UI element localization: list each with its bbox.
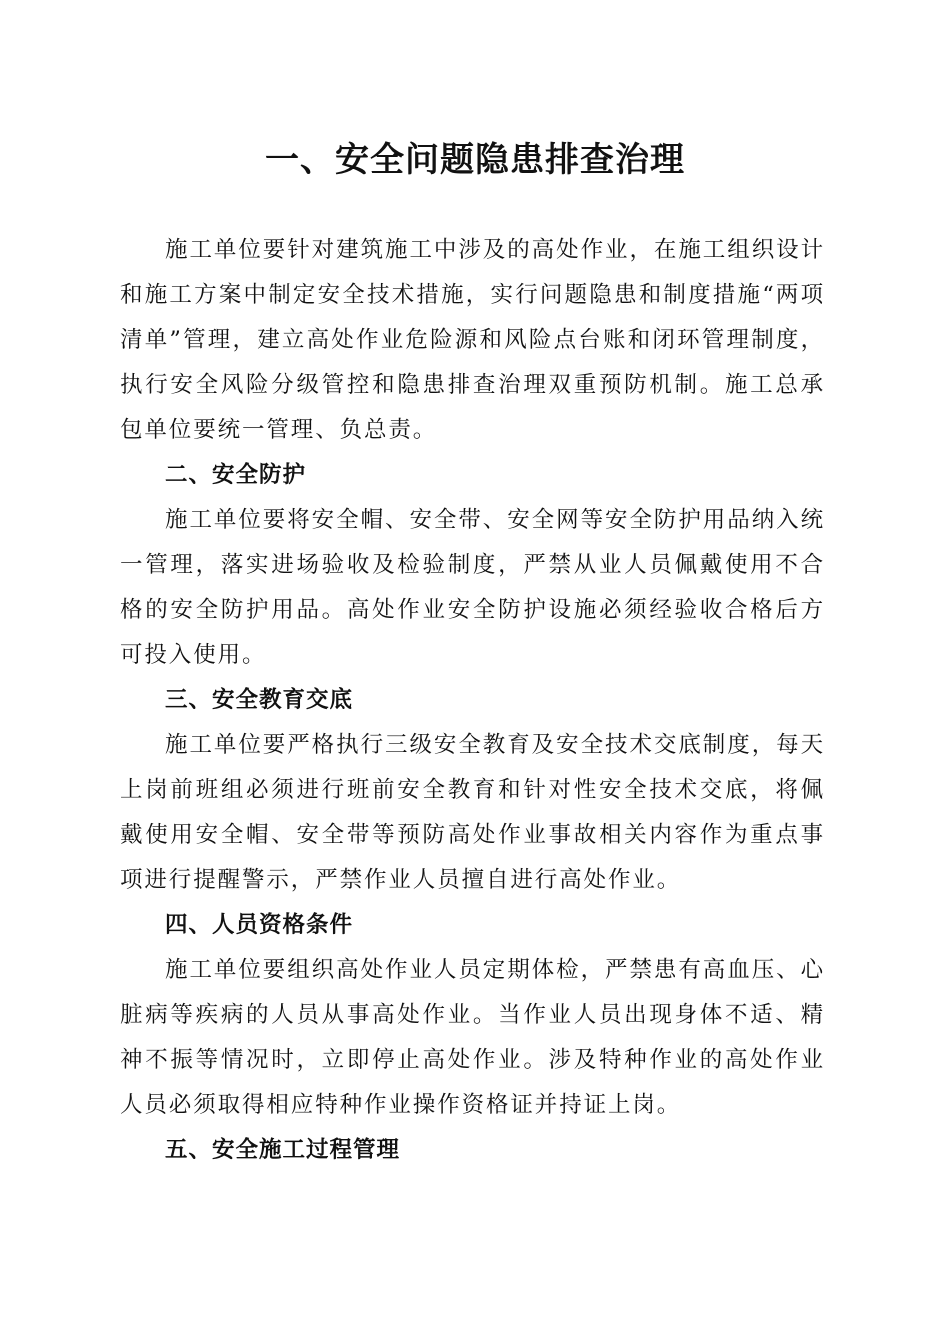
document-title: 一、安全问题隐患排查治理 xyxy=(265,140,685,180)
section-5-heading: 五、安全施工过程管理 xyxy=(165,1137,401,1163)
document-body xyxy=(120,228,825,1173)
section-4-heading: 四、人员资格条件 xyxy=(165,912,354,938)
section-2-heading: 二、安全防护 xyxy=(165,462,307,488)
section-4-paragraph: 施工单位要组织高处作业人员定期体检，严禁患有高血压、心脏病等疾病的人员从事高处作业。当作业人员出现身体不适、精神不振等情况时，立即停止高处作业。涉及特种作业的高处作业人员必须取得相应特种作业操作资格证并持证上岗。 xyxy=(120,957,825,1118)
section-3-heading: 三、安全教育交底 xyxy=(165,687,354,713)
section-2-paragraph: 施工单位要将安全帽、安全带、安全网等安全防护用品纳入统一管理，落实进场验收及检验制度，严禁从业人员佩戴使用不合格的安全防护用品。高处作业安全防护设施必须经验收合格后方可投入使用。 xyxy=(120,507,825,668)
section-3-paragraph: 施工单位要严格执行三级安全教育及安全技术交底制度，每天上岗前班组必须进行班前安全教育和针对性安全技术交底，将佩戴使用安全帽、安全带等预防高处作业事故相关内容作为重点事项进行提醒警示，严禁作业人员擅自进行高处作业。 xyxy=(120,732,825,893)
section-1-paragraph: 施工单位要针对建筑施工中涉及的高处作业，在施工组织设计和施工方案中制定安全技术措施，实行问题隐患和制度措施“两项清单”管理，建立高处作业危险源和风险点台账和闭环管理制度，执行安全风险分级管控和隐患排查治理双重预防机制。施工总承包单位要统一管理、负总责。 xyxy=(120,237,825,443)
